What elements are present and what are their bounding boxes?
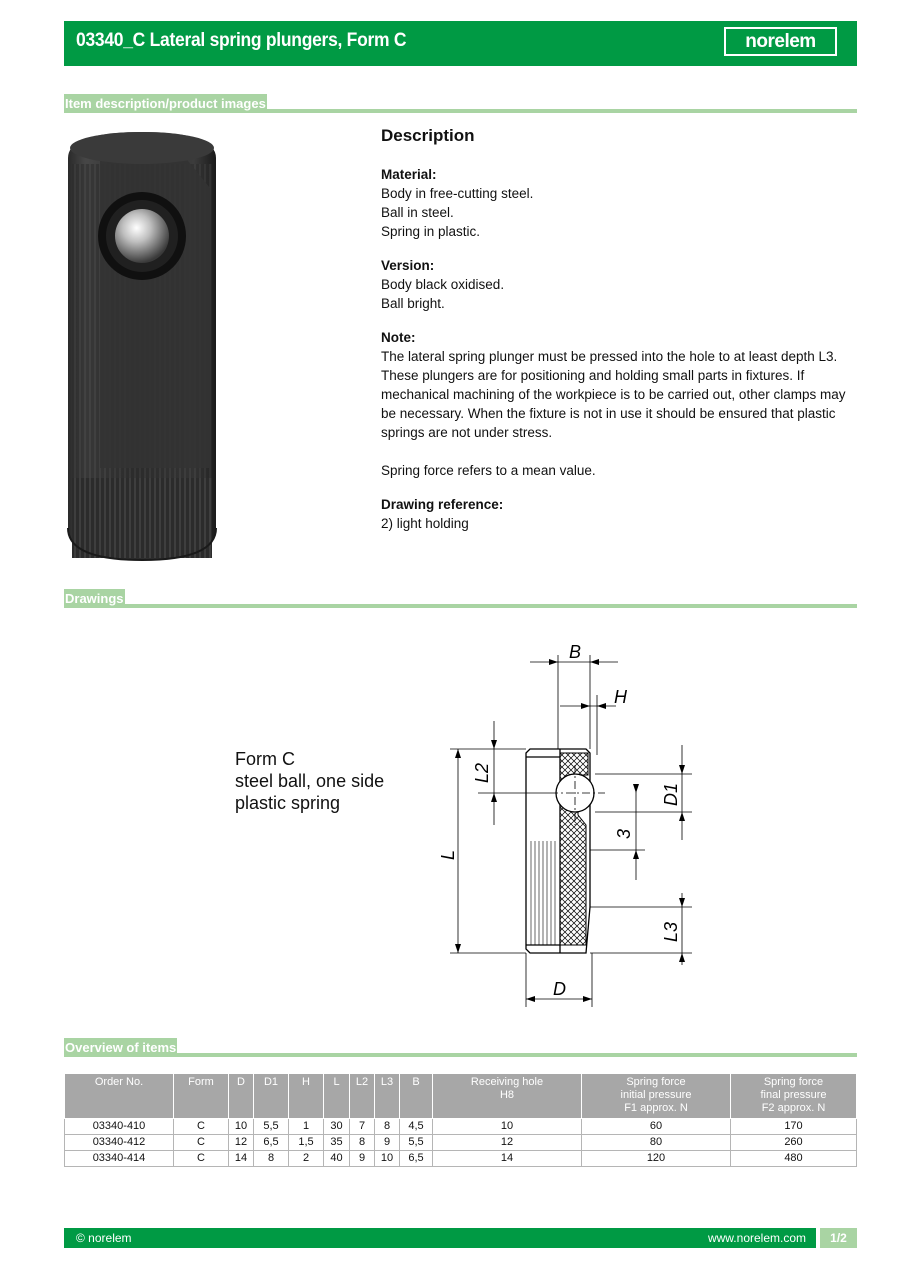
drawing-ref-heading: Drawing reference: bbox=[381, 497, 504, 512]
product-image bbox=[64, 128, 220, 566]
dim-label-d: D bbox=[553, 979, 566, 999]
table-cell: 8 bbox=[350, 1135, 375, 1151]
section-overview bbox=[64, 1035, 857, 1057]
items-table bbox=[64, 1073, 857, 1167]
copyright: © norelem bbox=[76, 1231, 132, 1245]
table-row bbox=[65, 1135, 857, 1151]
section-label: Drawings bbox=[65, 591, 124, 606]
col-d1: D1 bbox=[254, 1074, 289, 1119]
table-cell: 6,5 bbox=[254, 1135, 289, 1151]
table-cell: 10 bbox=[433, 1119, 582, 1135]
form-line: plastic spring bbox=[235, 793, 341, 813]
table-cell: 10 bbox=[375, 1151, 400, 1167]
description-title: Description bbox=[381, 126, 475, 145]
col-spring-force-initial: Spring force initial pressure F1 approx. N bbox=[582, 1074, 731, 1119]
dim-label-b: B bbox=[569, 642, 582, 662]
table-cell: C bbox=[174, 1135, 229, 1151]
col-h: H bbox=[289, 1074, 324, 1119]
table-cell: 80 bbox=[582, 1135, 731, 1151]
section-label: Overview of items bbox=[65, 1040, 177, 1055]
table-cell: 10 bbox=[229, 1119, 254, 1135]
table-cell: 30 bbox=[324, 1119, 350, 1135]
dim-label-d1: D1 bbox=[661, 782, 681, 806]
norelem-logo: norelem bbox=[724, 27, 837, 56]
table-cell: 60 bbox=[582, 1119, 731, 1135]
version-block bbox=[381, 256, 857, 313]
drawing-ref-text: 2) light holding bbox=[381, 516, 469, 531]
table-cell: 12 bbox=[229, 1135, 254, 1151]
table-cell: 03340-412 bbox=[65, 1135, 174, 1151]
table-cell: 14 bbox=[433, 1151, 582, 1167]
table-header-row bbox=[65, 1074, 857, 1119]
col-form: Form bbox=[174, 1074, 229, 1119]
table-cell: 1,5 bbox=[289, 1135, 324, 1151]
material-block bbox=[381, 165, 857, 241]
table-cell: C bbox=[174, 1151, 229, 1167]
col-receiving-hole: Receiving hole H8 bbox=[433, 1074, 582, 1119]
table-cell: 5,5 bbox=[400, 1135, 433, 1151]
material-line: Ball in steel. bbox=[381, 205, 454, 220]
table-cell: 1 bbox=[289, 1119, 324, 1135]
dim-label-3: 3 bbox=[614, 828, 634, 839]
version-line: Body black oxidised. bbox=[381, 277, 505, 292]
col-spring-force-final: Spring force final pressure F2 approx. N bbox=[731, 1074, 857, 1119]
technical-drawing bbox=[430, 635, 720, 1015]
page-title: 03340_C Lateral spring plungers, Form C bbox=[76, 30, 407, 51]
col-order-no: Order No. bbox=[65, 1074, 174, 1119]
website-link[interactable]: www.norelem.com bbox=[707, 1231, 806, 1245]
table-cell: 8 bbox=[375, 1119, 400, 1135]
form-line: steel ball, one side bbox=[235, 771, 385, 791]
note-heading: Note: bbox=[381, 330, 416, 345]
table-cell: 7 bbox=[350, 1119, 375, 1135]
table-cell: C bbox=[174, 1119, 229, 1135]
col-b: B bbox=[400, 1074, 433, 1119]
section-label: Item description/product images bbox=[65, 96, 266, 111]
dim-label-l3: L3 bbox=[661, 921, 681, 942]
note-block bbox=[381, 328, 857, 480]
dim-label-l2: L2 bbox=[472, 762, 492, 783]
table-cell: 35 bbox=[324, 1135, 350, 1151]
table-cell: 03340-414 bbox=[65, 1151, 174, 1167]
form-description bbox=[235, 748, 384, 814]
form-line: Form C bbox=[235, 749, 295, 769]
table-cell: 170 bbox=[731, 1119, 857, 1135]
material-line: Spring in plastic. bbox=[381, 224, 481, 239]
table-cell: 9 bbox=[375, 1135, 400, 1151]
table-cell: 120 bbox=[582, 1151, 731, 1167]
table-cell: 8 bbox=[254, 1151, 289, 1167]
table-cell: 03340-410 bbox=[65, 1119, 174, 1135]
table-cell: 480 bbox=[731, 1151, 857, 1167]
table-cell: 12 bbox=[433, 1135, 582, 1151]
table-cell: 6,5 bbox=[400, 1151, 433, 1167]
section-item-description bbox=[64, 91, 857, 113]
page-header bbox=[64, 21, 857, 66]
table-row bbox=[65, 1119, 857, 1135]
material-line: Body in free-cutting steel. bbox=[381, 186, 534, 201]
version-heading: Version: bbox=[381, 258, 435, 273]
page-number: 1/2 bbox=[820, 1228, 857, 1248]
col-d: D bbox=[229, 1074, 254, 1119]
table-row bbox=[65, 1151, 857, 1167]
spring-note: Spring force refers to a mean value. bbox=[381, 463, 596, 478]
version-line: Ball bright. bbox=[381, 296, 445, 311]
col-l2: L2 bbox=[350, 1074, 375, 1119]
table-cell: 2 bbox=[289, 1151, 324, 1167]
material-heading: Material: bbox=[381, 167, 437, 182]
dim-label-l: L bbox=[438, 849, 458, 860]
col-l3: L3 bbox=[375, 1074, 400, 1119]
section-drawings bbox=[64, 586, 857, 608]
table-cell: 260 bbox=[731, 1135, 857, 1151]
col-l: L bbox=[324, 1074, 350, 1119]
table-cell: 4,5 bbox=[400, 1119, 433, 1135]
note-text: The lateral spring plunger must be pressed into the hole to at least depth L3. These plungers are for positioning and holding small parts in fixtures. If mechanical machining of the workpiece is to be carried out, other clamps may be necessary. When the fixture is not in use it should be ensured that plastic springs are not under stress. bbox=[381, 349, 846, 440]
page-footer bbox=[64, 1228, 857, 1248]
dim-label-h: H bbox=[614, 687, 627, 707]
table-cell: 40 bbox=[324, 1151, 350, 1167]
table-cell: 14 bbox=[229, 1151, 254, 1167]
description-panel bbox=[381, 126, 857, 548]
table-cell: 9 bbox=[350, 1151, 375, 1167]
table-cell: 5,5 bbox=[254, 1119, 289, 1135]
drawing-ref-block bbox=[381, 495, 857, 533]
